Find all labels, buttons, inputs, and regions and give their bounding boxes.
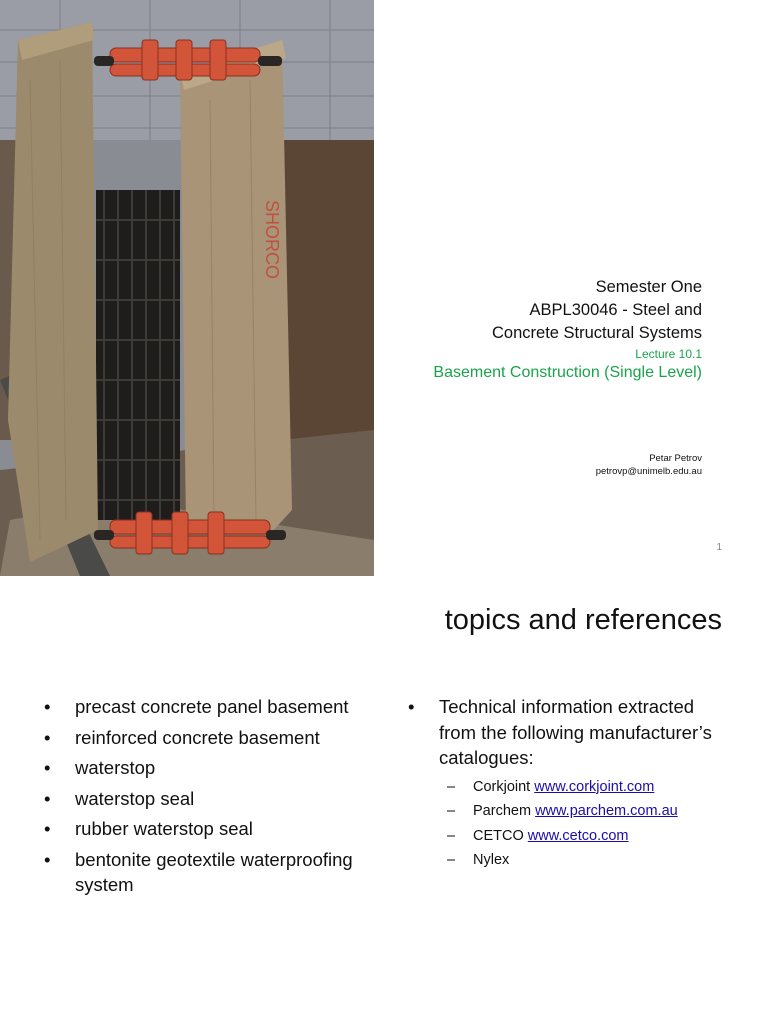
reference-cetco: – CETCO www.cetco.com <box>447 827 629 844</box>
list-item: • rubber waterstop seal <box>44 818 253 839</box>
photo-panel-text: SHORCO <box>262 200 282 280</box>
title-semester: Semester One <box>595 278 702 296</box>
topics-slide <box>0 576 768 1024</box>
reference-parchem: – Parchem www.parchem.com.au <box>447 803 678 819</box>
corkjoint-link[interactable]: www.corkjoint.com <box>534 778 655 795</box>
lecture-subtitle: Basement Construction (Single Level) <box>433 364 702 381</box>
cetco-link[interactable]: www.cetco.com <box>527 827 629 844</box>
references-list <box>408 694 728 873</box>
topics-list <box>44 694 354 898</box>
title-block <box>433 276 702 383</box>
references-intro: Technical information extracted from the following manufacturer’s catalogues: <box>439 696 712 768</box>
topics-column <box>44 694 354 903</box>
list-item: • bentonite geotextile waterproofing system <box>44 848 353 895</box>
title-course-code: ABPL30046 - Steel and <box>529 301 702 319</box>
author-name: Petar Petrov <box>649 453 702 464</box>
list-item: • reinforced concrete basement <box>44 726 320 748</box>
parchem-link[interactable]: www.parchem.com.au <box>535 803 678 819</box>
reference-sublist <box>439 775 728 873</box>
reference-nylex: – Nylex <box>447 852 510 868</box>
slide-number: 1 <box>716 542 722 553</box>
construction-photo <box>0 0 374 576</box>
references-column <box>408 694 728 878</box>
author-email: petrovp@unimelb.edu.au <box>595 466 702 477</box>
list-item: • Technical information extracted from the following manufacturer’s catalogues: – Corkjoint www.corkjoint.com – Parchem www.parchem.com.au – CETCO www.cetco.com – Nylex <box>408 694 728 873</box>
list-item: • waterstop seal <box>44 787 195 809</box>
author-block <box>596 452 702 478</box>
title-course-name: Concrete Structural Systems <box>492 324 702 342</box>
list-item: • waterstop <box>44 757 156 778</box>
slide-title: topics and references <box>444 604 722 636</box>
lecture-number: Lecture 10.1 <box>635 347 702 361</box>
reference-corkjoint: – Corkjoint www.corkjoint.com <box>447 778 655 795</box>
list-item: • precast concrete panel basement <box>44 696 349 717</box>
